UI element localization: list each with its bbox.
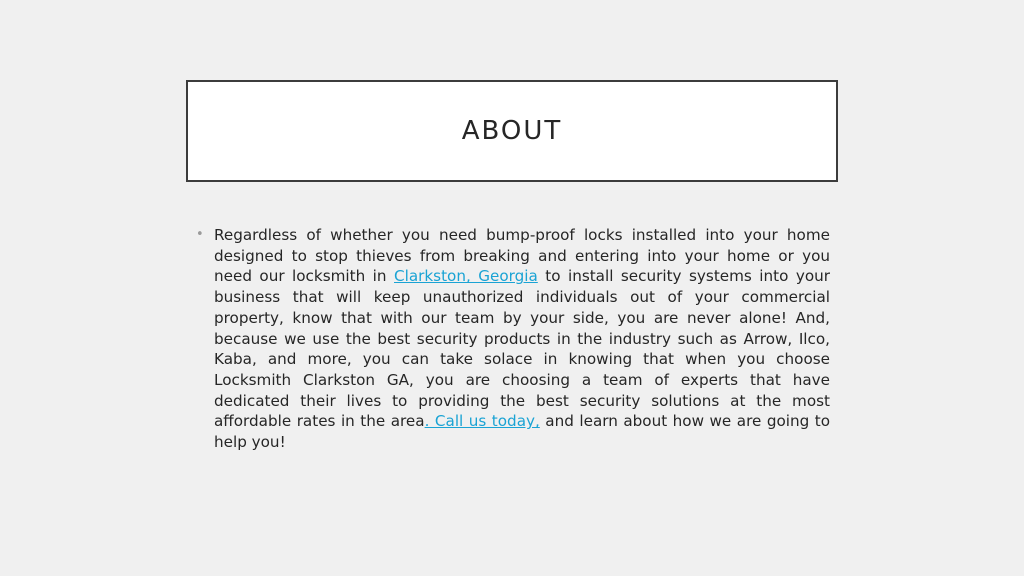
bullet-marker: • [196, 227, 204, 242]
body-text-3: and learn about how we are going to help you! [214, 412, 830, 452]
slide-title: ABOUT [461, 116, 563, 146]
body-text-2: to install security systems into your business that will keep unauthorized individuals out of your commercial property, know that with our team by your side, you are never alone! And, because we use the best security products in the industry such as Arrow, Ilco, Kaba, and more, you can take solace in knowing that when you choose Locksmith Clarkston GA, you are choosing a team of experts that have dedicated their lives to providing the best security solutions at the most affordable rates in the area [214, 267, 830, 431]
call-us-today-link[interactable]: . Call us today, [424, 412, 540, 431]
clarkston-georgia-link[interactable]: Clarkston, Georgia [394, 267, 538, 286]
bullet-item [196, 225, 830, 453]
title-box [186, 80, 838, 182]
body-paragraph [214, 225, 830, 453]
content-area [196, 225, 830, 453]
body-text-1: Regardless of whether you need bump-proof locks installed into your home designed to stop thieves from breaking and entering into your home or you need our locksmith in [214, 226, 830, 286]
